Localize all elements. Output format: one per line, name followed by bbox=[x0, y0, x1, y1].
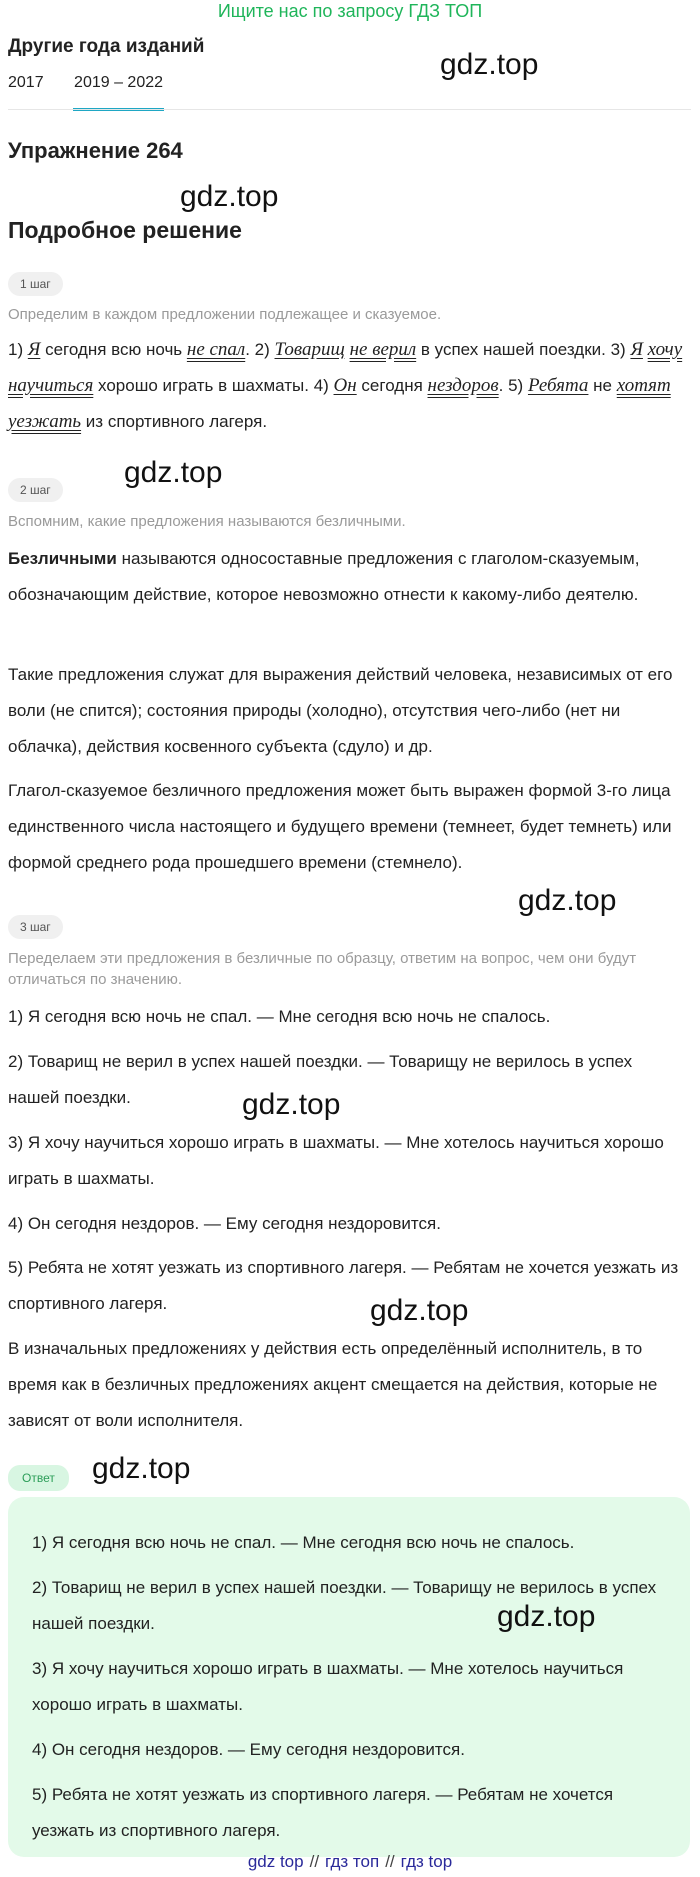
divider bbox=[8, 109, 691, 110]
watermark: gdz.top bbox=[92, 1452, 191, 1485]
editions-heading: Другие года изданий bbox=[8, 36, 205, 57]
step-1-hint: Определим в каждом предложении подлежащее и сказуемое. bbox=[8, 306, 442, 323]
answer-badge: Ответ bbox=[8, 1465, 69, 1491]
predicate: хотят уезжать bbox=[8, 375, 671, 432]
watermark: gdz.top bbox=[242, 1088, 341, 1121]
step-3-badge: 3 шаг bbox=[8, 915, 63, 939]
year-tab-2019-2022[interactable]: 2019 – 2022 bbox=[74, 74, 164, 91]
footer-links bbox=[0, 1851, 700, 1873]
transformed-sentence: 5) Ребята не хотят уезжать из спортивного лагеря. — Ребятам не хочется уезжать из спортивного лагеря. bbox=[8, 1258, 679, 1313]
step-1-analysis: 1) Я сегодня всю ночь не спал. 2) Товарищ не верил в успех нашей поездки. 3) Я хочу научиться хорошо играть в шахматы. 4) Он сегодня нездоров. 5) Ребята не хотят уезжать из спортивного лагеря. bbox=[8, 339, 683, 432]
predicate: не спал bbox=[186, 339, 246, 360]
watermark: gdz.top bbox=[180, 180, 279, 213]
answer-item: 5) Ребята не хотят уезжать из спортивного лагеря. — Ребятам не хочется уезжать из спортивного лагеря. bbox=[32, 1785, 614, 1840]
footer-link[interactable]: gdz top bbox=[247, 1852, 304, 1871]
conclusion-paragraph: В изначальных предложениях у действия есть определённый исполнитель, в то время как в безличных предложениях акцент смещается на действия, которые не зависят от воли исполнителя. bbox=[8, 1339, 658, 1430]
step-2-badge: 2 шаг bbox=[8, 478, 63, 502]
subject: Он bbox=[333, 375, 357, 396]
answer-item: 4) Он сегодня нездоров. — Ему сегодня нездоровится. bbox=[32, 1740, 465, 1759]
subject: Товарищ bbox=[274, 339, 345, 360]
footer-separator: // bbox=[385, 1852, 395, 1871]
edition-years bbox=[8, 74, 189, 92]
watermark: gdz.top bbox=[497, 1600, 596, 1633]
watermark: gdz.top bbox=[370, 1294, 469, 1327]
search-banner: Ищите нас по запросу ГДЗ ТОП bbox=[217, 1, 483, 21]
usage-paragraph: Такие предложения служат для выражения действий человека, независимых от его воли (не спится); состояния природы (холодно), отсутствия чего-либо (нет ни облачка), действия косвенного субъекта (сдуло) и др. bbox=[8, 665, 673, 756]
transformed-sentence: 3) Я хочу научиться хорошо играть в шахматы. — Мне хотелось научиться хорошо играть в шахматы. bbox=[8, 1133, 664, 1188]
step-3-hint: Переделаем эти предложения в безличные по образцу, ответим на вопрос, чем они будут отличаться по значению. bbox=[8, 950, 637, 988]
subject: Я bbox=[27, 339, 41, 360]
subject: Я bbox=[630, 339, 643, 360]
footer-link[interactable]: гдз top bbox=[400, 1852, 453, 1871]
subject: Ребята bbox=[527, 375, 589, 396]
answer-item: 3) Я хочу научиться хорошо играть в шахматы. — Мне хотелось научиться хорошо играть в шахматы. bbox=[32, 1659, 624, 1714]
predicate: хочу научиться bbox=[8, 339, 683, 396]
footer-link[interactable]: гдз топ bbox=[325, 1852, 380, 1871]
watermark: gdz.top bbox=[440, 48, 539, 81]
verb-form-paragraph: Глагол-сказуемое безличного предложения может быть выражен формой 3-го лица единственного числа настоящего и будущего времени (темнеет, будет темнеть) или формой среднего рода прошедшего времени (стемнело). bbox=[8, 781, 672, 872]
step-1-badge: 1 шаг bbox=[8, 272, 63, 296]
answer-box bbox=[8, 1497, 690, 1857]
watermark: gdz.top bbox=[124, 456, 223, 489]
predicate: не верил bbox=[349, 339, 417, 360]
solution-title: Подробное решение bbox=[8, 217, 242, 243]
answer-item: 1) Я сегодня всю ночь не спал. — Мне сегодня всю ночь не спалось. bbox=[32, 1533, 575, 1552]
answer-item: 2) Товарищ не верил в успех нашей поездки. — Товарищу не верилось в успех нашей поездки. bbox=[32, 1578, 657, 1633]
footer-separator: // bbox=[309, 1852, 320, 1871]
predicate: нездоров bbox=[427, 375, 499, 396]
year-tab-2017[interactable]: 2017 bbox=[8, 74, 44, 91]
exercise-title: Упражнение 264 bbox=[8, 138, 183, 163]
transformed-sentence: 4) Он сегодня нездоров. — Ему сегодня нездоровится. bbox=[8, 1214, 441, 1233]
watermark: gdz.top bbox=[518, 884, 617, 917]
definition-paragraph: Безличными называются односоставные предложения с глаголом-сказуемым, обозначающим действие, которое невозможно отнести к какому-либо деятелю. bbox=[8, 549, 640, 604]
step-2-hint: Вспомним, какие предложения называются безличными. bbox=[8, 513, 406, 530]
transformed-sentence: 2) Товарищ не верил в успех нашей поездки. — Товарищу не верилось в успех нашей поездки. bbox=[8, 1052, 633, 1107]
transformed-sentence: 1) Я сегодня всю ночь не спал. — Мне сегодня всю ночь не спалось. bbox=[8, 1007, 551, 1026]
